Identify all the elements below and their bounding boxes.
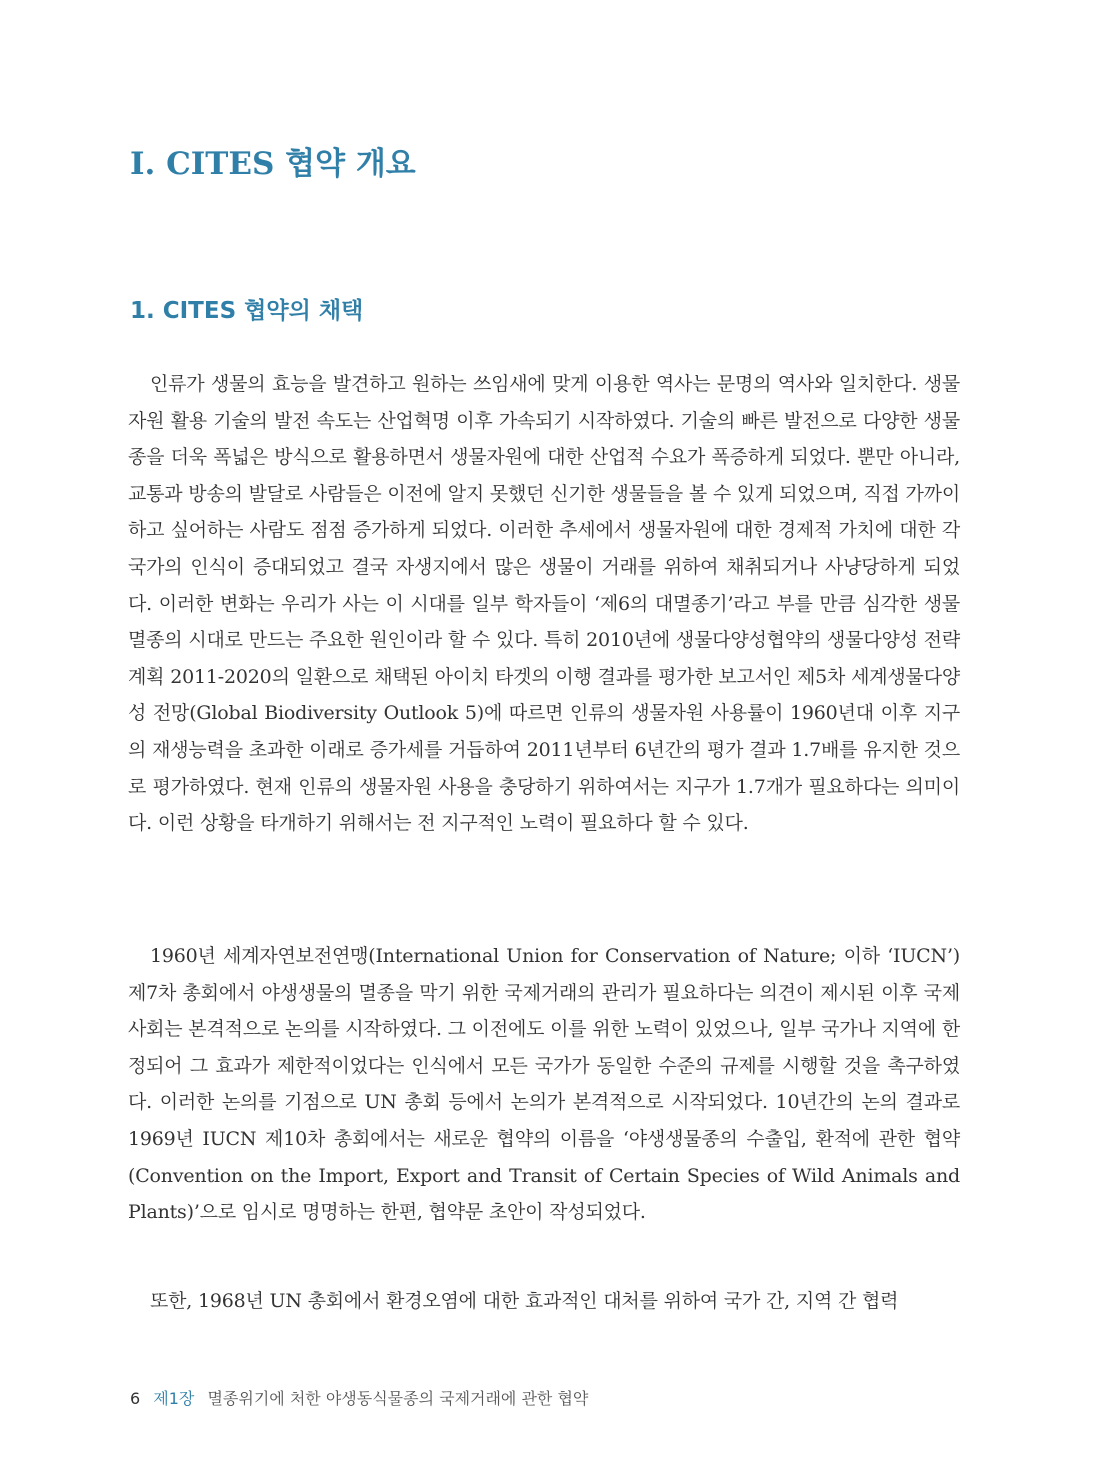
footer-chapter-label: 제1장 — [153, 1389, 195, 1408]
chapter-title: Ⅰ. CITES 협약 개요 — [130, 146, 416, 182]
section-heading: 1. CITES 협약의 채택 — [130, 298, 364, 324]
page-footer — [130, 1386, 588, 1409]
body-paragraph-1: 인류가 생물의 효능을 발견하고 원하는 쓰임새에 맞게 이용한 역사는 문명의 역사와 일치한다. 생물자원 활용 기술의 발전 속도는 산업혁명 이후 가속되기 시작하였다. 기술의 빠른 발전으로 다양한 생물종을 더욱 폭넓은 방식으로 활용하면서 생물자원에 대한 산업적 수요가 폭증하게 되었다. 뿐만 아니라, 교통과 방송의 발달로 사람들은 이전에 알지 못했던 신기한 생물들을 볼 수 있게 되었으며, 직접 가까이 하고 싶어하는 사람도 점점 증가하게 되었다. 이러한 추세에서 생물자원에 대한 경제적 가치에 대한 각 국가의 인식이 증대되었고 결국 자생지에서 많은 생물이 거래를 위하여 채취되거나 사냥당하게 되었다. 이러한 변화는 우리가 사는 이 시대를 일부 학자들이 ‘제6의 대멸종기’라고 부를 만큼 심각한 생물 멸종의 시대로 만드는 주요한 원인이라 할 수 있다. 특히 2010년에 생물다양성협약의 생물다양성 전략계획 2011-2020의 일환으로 채택된 아이치 타겟의 이행 결과를 평가한 보고서인 제5차 세계생물다양성 전망(Global Biodiversity Outlook 5)에 따르면 인류의 생물자원 사용률이 1960년대 이후 지구의 재생능력을 초과한 이래로 증가세를 거듭하여 2011년부터 6년간의 평가 결과 1.7배를 유지한 것으로 평가하였다. 현재 인류의 생물자원 사용을 충당하기 위하여서는 지구가 1.7개가 필요하다는 의미이다. 이런 상황을 타개하기 위해서는 전 지구적인 노력이 필요하다 할 수 있다. — [128, 373, 960, 835]
body-paragraph-3: 또한, 1968년 UN 총회에서 환경오염에 대한 효과적인 대처를 위하여 국가 간, 지역 간 협력 — [150, 1290, 899, 1312]
body-paragraph-2: 1960년 세계자연보전연맹(International Union for Conservation of Nature; 이하 ‘IUCN’) 제7차 총회에서 야생생물의 멸종을 막기 위한 국제거래의 관리가 필요하다는 의견이 제시된 이후 국제 사회는 본격적으로 논의를 시작하였다. 그 이전에도 이를 위한 노력이 있었으나, 일부 국가나 지역에 한정되어 그 효과가 제한적이었다는 인식에서 모든 국가가 동일한 수준의 규제를 시행할 것을 촉구하였다. 이러한 논의를 기점으로 UN 총회 등에서 논의가 본격적으로 시작되었다. 10년간의 논의 결과로 1969년 IUCN 제10차 총회에서는 새로운 협약의 이름을 ‘야생생물종의 수출입, 환적에 관한 협약(Convention on the Import, Export and Transit of Certain Species of Wild Animals and Plants)’으로 임시로 명명하는 한편, 협약문 초안이 작성되었다. — [128, 945, 960, 1224]
footer-chapter-title: 멸종위기에 처한 야생동식물종의 국제거래에 관한 협약 — [207, 1389, 589, 1408]
page-number: 6 — [130, 1389, 141, 1408]
